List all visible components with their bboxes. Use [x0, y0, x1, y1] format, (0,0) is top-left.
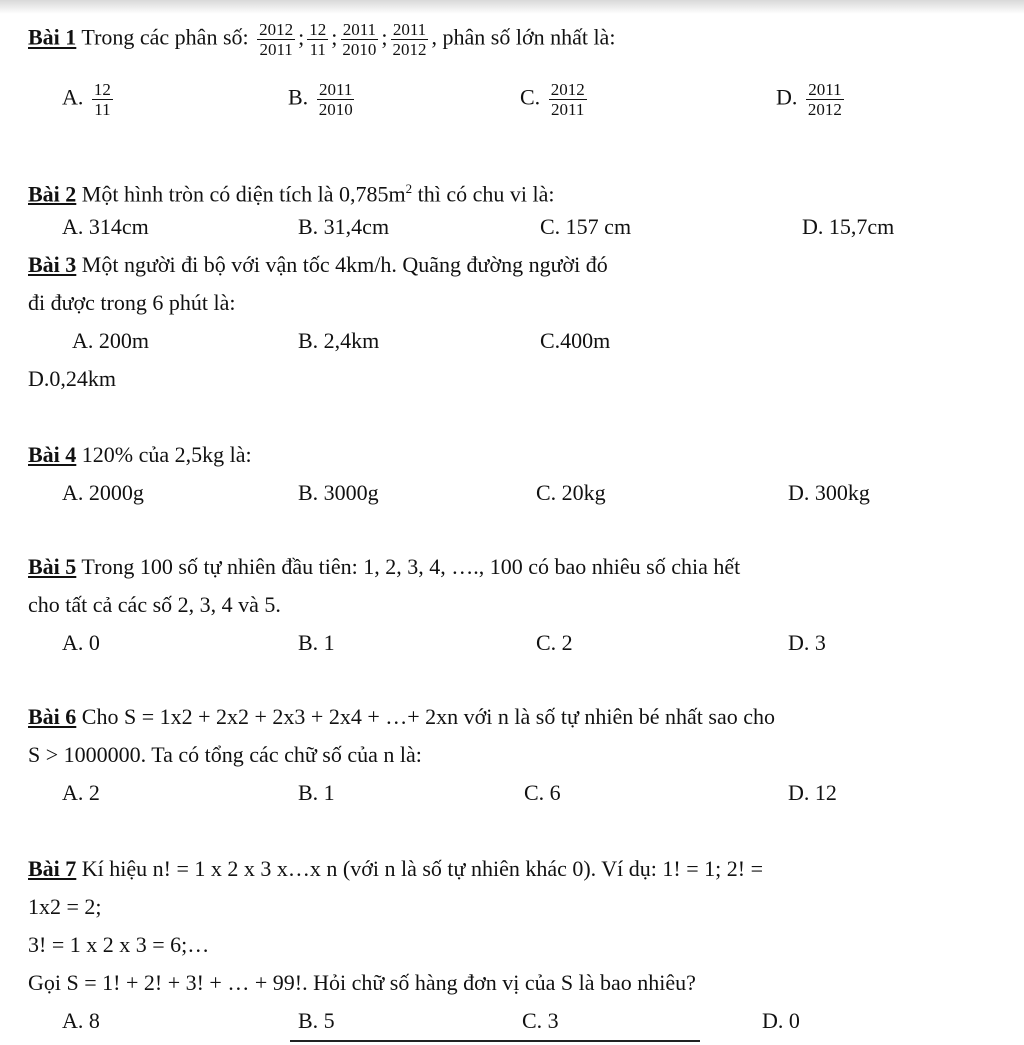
q5-option-b: B. 1	[298, 630, 335, 655]
q1-option-c: C. $\frac{2012}{2011}$	[520, 80, 585, 119]
q1-text-after: phân số lớn nhất là:	[437, 24, 616, 50]
q1-option-a: A. $\frac{12}{11}$	[62, 80, 111, 119]
q6-question-line2: S > 1000000. Ta có tổng các chữ số của n là:	[28, 742, 422, 767]
q2-option-a: A. 314cm	[62, 214, 149, 239]
q4-option-a: A. 2000g	[62, 480, 144, 505]
q3-question-line2: đi được trong 6 phút là:	[28, 290, 236, 315]
q7-option-d: D. 0	[762, 1008, 800, 1033]
q4-option-d: D. 300kg	[788, 480, 870, 505]
q5-option-c: C. 2	[536, 630, 573, 655]
q5-question-line2: cho tất cả các số 2, 3, 4 và 5.	[28, 592, 281, 617]
q1-title: Bài 1	[28, 24, 77, 50]
q3-title: Bài 3	[28, 252, 77, 277]
q2-option-b: B. 31,4cm	[298, 214, 390, 239]
q3-option-d: D.0,24km	[28, 366, 116, 391]
q7-option-c: C. 3	[522, 1008, 559, 1033]
q6-option-d: D. 12	[788, 780, 837, 805]
q7-title: Bài 7	[28, 856, 77, 881]
q1-text-before: Trong các phân số:	[76, 24, 255, 50]
q1-option-b: B. $\frac{2011}{2010}$	[288, 80, 353, 119]
q5-title: Bài 5	[28, 554, 77, 579]
q4-option-b: B. 3000g	[298, 480, 379, 505]
q1-fraction-2: $\frac{12}{11}$	[309, 20, 327, 59]
q6-option-b: B. 1	[298, 780, 335, 805]
bottom-rule	[290, 1040, 700, 1042]
q3-option-b: B. 2,4km	[298, 328, 380, 353]
q2-question: Bài 2 Một hình tròn có diện tích là $0,785m^2$ thì có chu vi là:	[28, 181, 555, 207]
q1-fraction-3: $\frac{2011}{2010}$	[342, 20, 377, 59]
q6-option-a: A. 2	[62, 780, 100, 805]
q1-option-d: D. $\frac{2011}{2012}$	[776, 80, 842, 119]
q4-title: Bài 4	[28, 442, 77, 467]
q6-title: Bài 6	[28, 704, 77, 729]
q7-question-line3: 3! = 1 x 2 x 3 = 6;…	[28, 932, 210, 957]
q6-option-c: C. 6	[524, 780, 561, 805]
q6-question: Bài 6 Cho S = 1x2 + 2x2 + 2x3 + 2x4 + …+ 2xn với n là số tự nhiên bé nhất sao cho	[28, 704, 775, 729]
q7-option-b: B. 5	[298, 1008, 335, 1033]
q5-option-d: D. 3	[788, 630, 826, 655]
q4-option-c: C. 20kg	[536, 480, 606, 505]
q1-question: Bài 1 Trong các phân số: $\frac{2012}{2011}$ ; $\frac{12}{11}$ ; $\frac{2011}{2010}$ ; $\frac{2011}{2012}$ , phân số lớn nhất là:	[28, 20, 616, 59]
q1-fraction-1: $\frac{2012}{2011}$	[259, 20, 294, 59]
q3-option-a: A. 200m	[72, 328, 149, 353]
q1-fraction-4: $\frac{2011}{2012}$	[392, 20, 427, 59]
q7-question-line2: 1x2 = 2;	[28, 894, 102, 919]
q3-question: Bài 3 Một người đi bộ với vận tốc 4km/h. Quãng đường người đó	[28, 252, 608, 277]
q5-option-a: A. 0	[62, 630, 100, 655]
q7-question: Bài 7 Kí hiệu n! = 1 x 2 x 3 x…x n (với n là số tự nhiên khác 0). Ví dụ: 1! = 1; 2! =	[28, 856, 763, 881]
q7-option-a: A. 8	[62, 1008, 100, 1033]
q4-question: Bài 4 120% của 2,5kg là:	[28, 442, 252, 467]
q2-option-c: C. 157 cm	[540, 214, 632, 239]
page-top-shadow	[0, 0, 1024, 14]
q3-option-c: C.400m	[540, 328, 611, 353]
q2-option-d: D. 15,7cm	[802, 214, 895, 239]
q7-question-line4: Gọi S = 1! + 2! + 3! + … + 99!. Hỏi chữ số hàng đơn vị của S là bao nhiêu?	[28, 970, 696, 995]
q2-title: Bài 2	[28, 181, 77, 207]
q5-question: Bài 5 Trong 100 số tự nhiên đầu tiên: 1, 2, 3, 4, …., 100 có bao nhiêu số chia hết	[28, 554, 741, 579]
